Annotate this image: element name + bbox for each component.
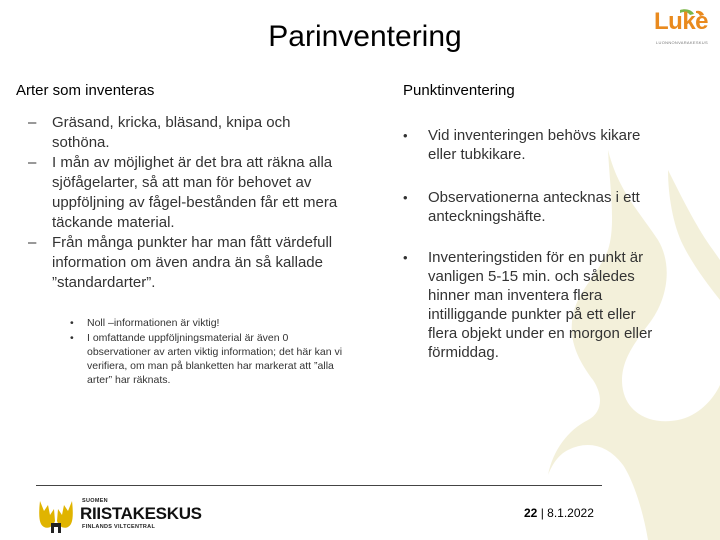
list-item-text: Observationerna antecknas i ett anteckningshäfte. [428, 189, 640, 225]
list-item-text: Gräsand, kricka, bläsand, knipa och sothöna. [52, 114, 291, 151]
list-item [28, 233, 352, 293]
sub-list-item-text: Noll –informationen är viktig! [87, 317, 220, 329]
list-item [403, 248, 668, 362]
riistakeskus-logo [36, 497, 226, 537]
luke-logo-subtitle: LUONNONVARAKESKUS [656, 40, 708, 45]
left-column-heading: Arter som inventeras [16, 82, 155, 99]
list-item [403, 126, 668, 164]
list-item [28, 113, 352, 153]
dot-bullet: • [403, 250, 408, 265]
slide-title: Parinventering [268, 20, 462, 53]
page-info [524, 506, 594, 520]
org-subtitle: FINLANDS VILTCENTRAL [82, 524, 156, 530]
list-item-text: Från många punkter har man fått värdefull information om även andra än så kallade ”standardarter”. [52, 234, 333, 291]
left-sub-bullet-list [70, 316, 349, 388]
list-item-text: I mån av möjlighet är det bra att räkna alla sjöfågelarter, så att man för behovet av uppföljning av fågel-bestånden får ett mera täckande material. [52, 154, 338, 231]
dot-bullet: • [70, 332, 74, 344]
page-number: 22 [524, 506, 538, 520]
slide-date: 8.1.2022 [547, 506, 594, 520]
list-item-text: Inventeringstiden för en punkt är vanligen 5-15 min. och således hinner man inventera flera intilliggande punkter på ett eller flera objekt under en morgon eller förmiddag. [428, 249, 653, 361]
page-separator: | [537, 506, 548, 520]
org-name: RIISTAKESKUS [80, 504, 202, 523]
dash-bullet: – [28, 234, 37, 251]
org-prefix: SUOMEN [82, 498, 108, 504]
right-column-heading: Punktinventering [403, 82, 515, 99]
sub-list-item-text: I omfattande uppföljningsmaterial är även 0 observationer av arten viktig information; det här kan vi verifiera, om man på blanketten har markerat att ”alla arter” har räknats. [87, 332, 343, 386]
dot-bullet: • [403, 128, 408, 143]
sub-list-item [70, 316, 349, 330]
right-bullet-list [403, 126, 668, 362]
dash-bullet: – [28, 154, 37, 171]
luke-logo-word: Luke [654, 8, 709, 35]
list-item [403, 188, 668, 226]
dot-bullet: • [403, 190, 408, 205]
sub-list-item [70, 331, 349, 387]
dash-bullet: – [28, 114, 37, 131]
antler-logo-icon [36, 497, 76, 535]
footer-divider [36, 485, 602, 486]
left-bullet-list [28, 113, 352, 293]
list-item [28, 153, 352, 233]
luke-logo [650, 8, 712, 50]
list-item-text: Vid inventeringen behövs kikare eller tubkikare. [428, 127, 641, 163]
dot-bullet: • [70, 317, 74, 329]
